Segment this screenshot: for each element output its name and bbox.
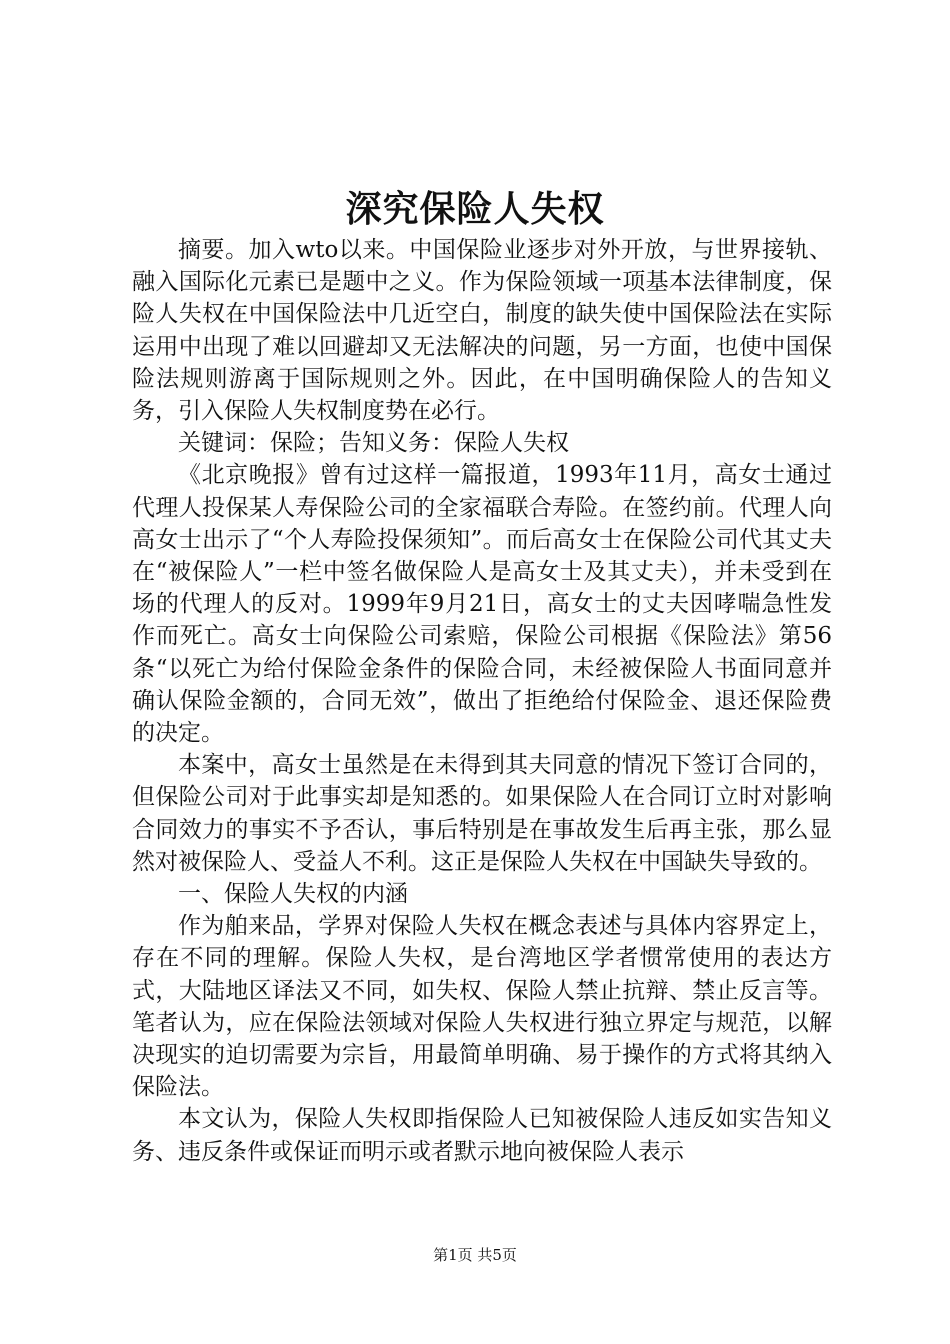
conclusion-paragraph: 本文认为，保险人失权即指保险人已知被保险人违反如实告知义务、违反条件或保证而明示或者默示地向被保险人表示 [132,1106,832,1165]
abstract-paragraph: 摘要。加入wto以来。中国保险业逐步对外开放，与世界接轨、融入国际化元素已是题中之义。作为保险领域一项基本法律制度，保险人失权在中国保险法中几近空白，制度的缺失使中国保险法在实际运用中出现了难以回避却又无法解决的问题，另一方面，也使中国保险法规则游离于国际规则之外。因此，在中国明确保险人的告知义务，引入保险人失权制度势在必行。 [132,237,832,425]
document-body [132,234,832,1168]
case-paragraph: 《北京晚报》曾有过这样一篇报道，1993年11月，高女士通过代理人投保某人寿保险公司的全家福联合寿险。在签约前。代理人向高女士出示了“个人寿险投保须知”。而后高女士在保险公司代其丈夫在“被保险人”一栏中签名做保险人是高女士及其丈夫），并未受到在场的代理人的反对。1999年9月21日，高女士的丈夫因哮喘急性发作而死亡。高女士向保险公司索赔，保险公司根据《保险法》第56条“以死亡为给付保险金条件的保险合同，未经被保险人书面同意并确认保险金额的，合同无效”，做出了拒绝给付保险金、退还保险费的决定。 [132,462,832,747]
keywords-paragraph: 关键词：保险；告知义务：保险人失权 [178,430,569,457]
document-title: 深究保险人失权 [345,188,605,230]
page-footer: 第1页 共5页 [433,1246,517,1264]
section-heading: 一、保险人失权的内涵 [178,881,408,908]
definition-paragraph: 作为舶来品，学界对保险人失权在概念表述与具体内容界定上，存在不同的理解。保险人失权，是台湾地区学者惯常使用的表达方式，大陆地区译法又不同，如失权、保险人禁止抗辩、禁止反言等。笔者认为，应在保险法领域对保险人失权进行独立界定与规范，以解决现实的迫切需要为宗旨，用最简单明确、易于操作的方式将其纳入保险法。 [132,913,832,1101]
analysis-paragraph: 本案中，高女士虽然是在未得到其夫同意的情况下签订合同的，但保险公司对于此事实却是知悉的。如果保险人在合同订立时对影响合同效力的事实不予否认，事后特别是在事故发生后再主张，那么显然对被保险人、受益人不利。这正是保险人失权在中国缺失导致的。 [132,752,832,875]
